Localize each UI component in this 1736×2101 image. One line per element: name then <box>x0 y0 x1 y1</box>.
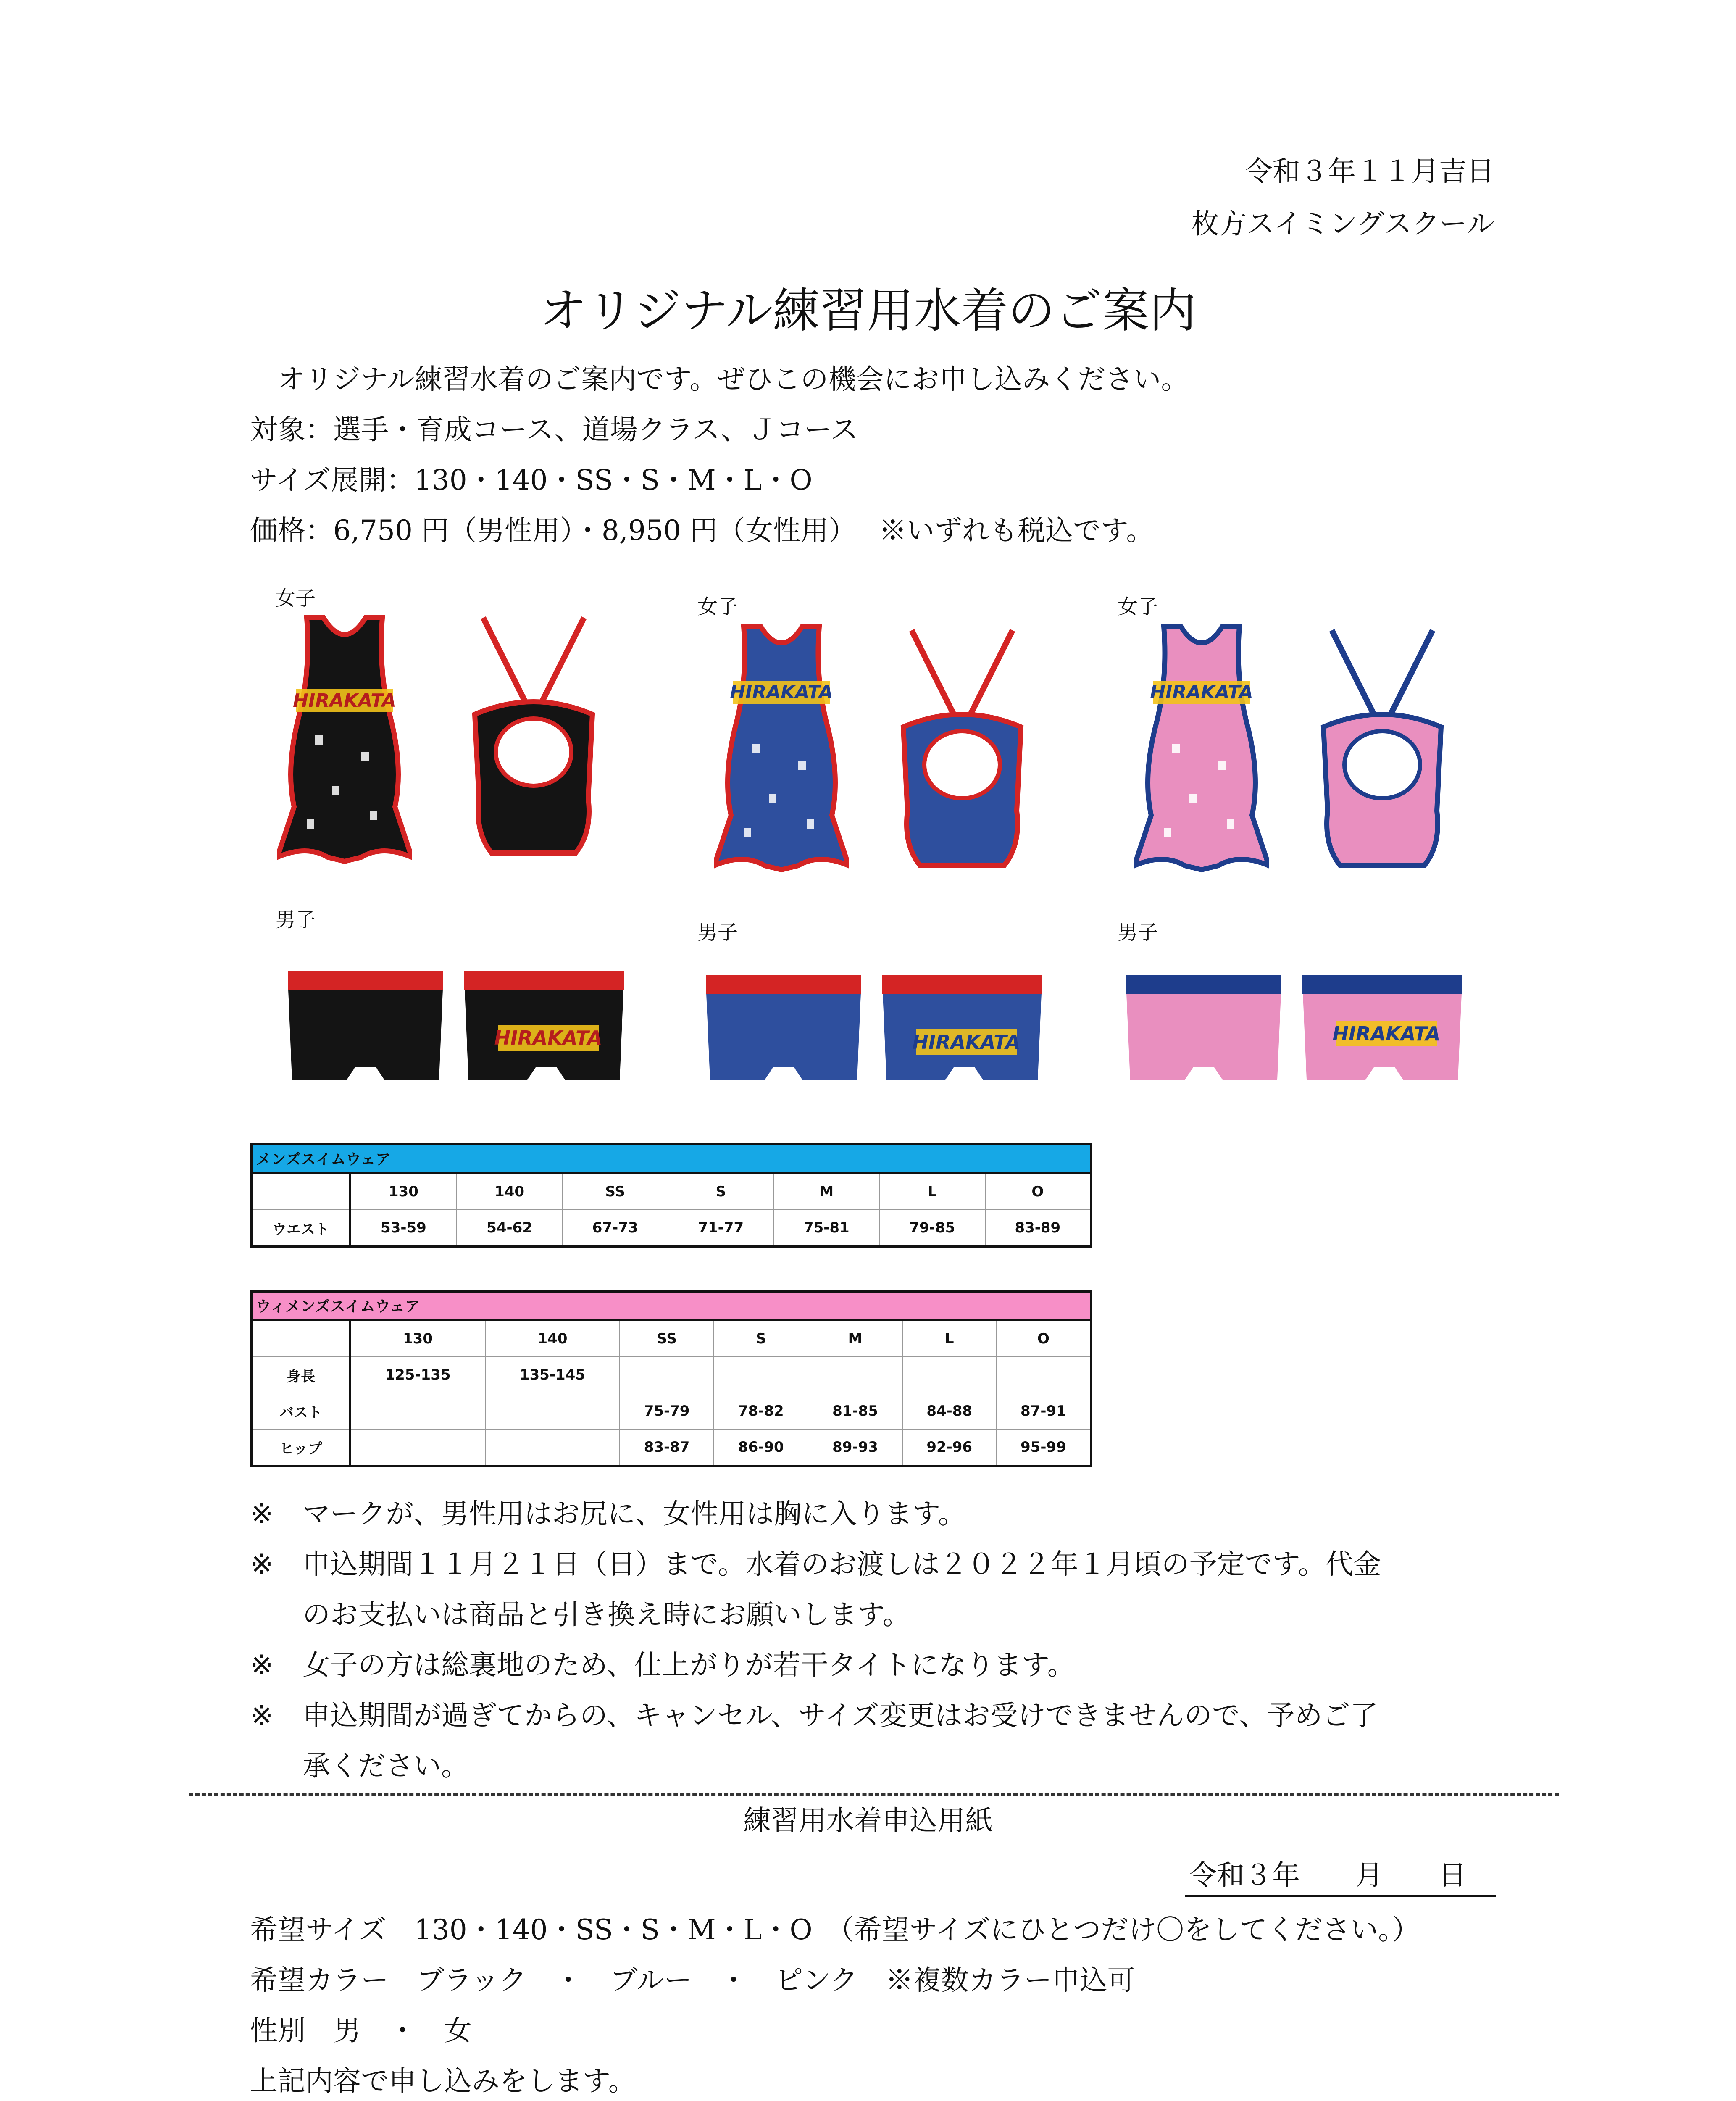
table-cell <box>714 1357 808 1393</box>
table-cell: 140 <box>457 1174 563 1210</box>
pink-trunks-image <box>1113 966 1475 1088</box>
table-cell: 140 <box>485 1321 620 1357</box>
issue-date: 令和３年１１月吉日 <box>1245 155 1494 187</box>
table-cell: 71-77 <box>668 1210 774 1245</box>
table-cell: L <box>879 1174 985 1210</box>
table-cell: 83-89 <box>1015 1219 1061 1236</box>
male-label-1: 男子 <box>275 908 316 932</box>
female-label-3: 女子 <box>1118 595 1158 619</box>
table-cell: O <box>997 1321 1090 1357</box>
trunks-logo-text: HIRAKATA <box>1332 1022 1441 1045</box>
table-cell <box>253 1174 350 1210</box>
womens-table-header: ウィメンズスイムウェア <box>253 1293 1090 1321</box>
form-date: 令和３年 月 日 <box>1189 1859 1466 1891</box>
table-cell: 54-62 <box>457 1210 563 1245</box>
note-mark: ※ <box>250 1548 274 1580</box>
page-title: オリジナル練習用水着のご案内 <box>539 284 1197 338</box>
intro-target: 対象：選手・育成コース、道場クラス、Ｊコース <box>250 413 858 446</box>
table-cell: 87-91 <box>997 1393 1090 1429</box>
table-cell: SS <box>620 1321 714 1357</box>
mens-size-table <box>250 1143 1092 1248</box>
male-label-3: 男子 <box>1118 921 1158 944</box>
table-cell <box>997 1357 1090 1393</box>
table-cell: S <box>668 1174 774 1210</box>
table-row <box>253 1210 1090 1245</box>
table-row-header: バスト <box>253 1393 350 1429</box>
note-3: 女子の方は総裏地のため、仕上がりが若干タイトになります。 <box>302 1649 1075 1681</box>
table-cell: 135-145 <box>485 1357 620 1393</box>
table-cell: 83-87 <box>620 1429 714 1465</box>
note-mark: ※ <box>250 1498 274 1530</box>
table-cell: 125-135 <box>350 1357 485 1393</box>
table-row <box>253 1357 1090 1393</box>
table-cell: 78-82 <box>714 1393 808 1429</box>
intro-price: 価格：6,750 円（男性用）・8,950 円（女性用） ※いずれも税込です。 <box>250 514 1154 547</box>
table-cell: 75-81 <box>774 1210 880 1245</box>
womens-size-table <box>250 1290 1092 1467</box>
note-mark: ※ <box>250 1699 274 1732</box>
table-row <box>253 1321 1090 1357</box>
table-row-header: ウエスト <box>253 1210 350 1245</box>
organization-name: 枚方スイミングスクール <box>1191 208 1494 240</box>
trunks-logo-text: HIRAKATA <box>912 1031 1021 1053</box>
form-gender-line[interactable]: 性別 男 ・ 女 <box>250 2014 472 2047</box>
table-cell <box>485 1393 620 1429</box>
pink-swimsuit-back-image <box>1315 626 1449 870</box>
intro-lead: オリジナル練習水着のご案内です。ぜひこの機会にお申し込みください。 <box>277 363 1189 395</box>
table-cell: 86-90 <box>714 1429 808 1465</box>
table-cell: 92-96 <box>902 1429 997 1465</box>
form-size-line[interactable]: 希望サイズ 130・140・SS・S・M・L・O （希望サイズにひとつだけ〇をしてください。） <box>250 1914 1420 1946</box>
table-cell <box>485 1429 620 1465</box>
table-cell <box>350 1393 485 1429</box>
table-cell: 79-85 <box>879 1210 985 1245</box>
black-swimsuit-back-image <box>466 613 601 857</box>
table-cell <box>808 1357 902 1393</box>
table-cell: M <box>808 1321 902 1357</box>
female-label-2: 女子 <box>697 595 738 619</box>
form-title: 練習用水着申込用紙 <box>743 1804 993 1837</box>
trunks-logo-text: HIRAKATA <box>494 1027 602 1049</box>
table-cell: 130 <box>350 1321 485 1357</box>
table-row <box>253 1174 1090 1210</box>
female-label-1: 女子 <box>275 587 316 610</box>
table-cell <box>902 1357 997 1393</box>
blue-swimsuit-front-image <box>714 618 849 874</box>
table-row <box>253 1429 1090 1465</box>
swimsuit-logo-text: HIRAKATA <box>293 690 396 711</box>
table-cell <box>350 1429 485 1465</box>
form-color-line[interactable]: 希望カラー ブラック ・ ブルー ・ ピンク ※複数カラー申込可 <box>250 1964 1135 1996</box>
note-2a: 申込期間１１月２１日（日）まで。水着のお渡しは２０２２年１月頃の予定です。代金 <box>302 1548 1381 1580</box>
table-cell: 67-73 <box>562 1210 668 1245</box>
form-date-underline <box>1185 1895 1496 1897</box>
form-confirm: 上記内容で申し込みをします。 <box>250 2065 636 2097</box>
intro-sizes: サイズ展開：130・140・SS・S・M・L・O <box>250 464 813 496</box>
swimsuit-logo-text: HIRAKATA <box>1150 682 1253 703</box>
table-cell: 53-59 <box>350 1210 457 1245</box>
table-row <box>253 1393 1090 1429</box>
table-cell: M <box>774 1174 880 1210</box>
black-swimsuit-front-image <box>277 609 412 866</box>
table-cell: 95-99 <box>1021 1439 1066 1456</box>
black-trunks-image <box>275 962 637 1088</box>
table-cell: 130 <box>350 1174 457 1210</box>
table-cell: L <box>902 1321 997 1357</box>
cut-line <box>189 1793 1559 1796</box>
table-cell: SS <box>562 1174 668 1210</box>
table-cell: 89-93 <box>808 1429 902 1465</box>
table-cell: S <box>714 1321 808 1357</box>
mens-table-header: メンズスイムウェア <box>253 1145 1090 1174</box>
table-row-header: ヒップ <box>253 1429 350 1465</box>
swimsuit-logo-text: HIRAKATA <box>730 682 833 703</box>
note-4a: 申込期間が過ぎてからの、キャンセル、サイズ変更はお受けできませんので、予めご了 <box>302 1699 1378 1732</box>
table-cell <box>620 1357 714 1393</box>
table-cell: 81-85 <box>808 1393 902 1429</box>
note-2b: のお支払いは商品と引き換え時にお願いします。 <box>302 1598 910 1631</box>
blue-trunks-image <box>693 966 1055 1088</box>
table-cell <box>253 1321 350 1357</box>
note-4b: 承ください。 <box>302 1750 469 1782</box>
table-cell: O <box>985 1174 1090 1210</box>
table-cell: 75-79 <box>620 1393 714 1429</box>
table-row-header: 身長 <box>253 1357 350 1393</box>
blue-swimsuit-back-image <box>895 626 1029 870</box>
note-1: マークが、男性用はお尻に、女性用は胸に入ります。 <box>302 1498 966 1530</box>
pink-swimsuit-front-image <box>1134 618 1269 874</box>
male-label-2: 男子 <box>697 921 738 944</box>
table-cell: 84-88 <box>902 1393 997 1429</box>
note-mark: ※ <box>250 1649 274 1681</box>
